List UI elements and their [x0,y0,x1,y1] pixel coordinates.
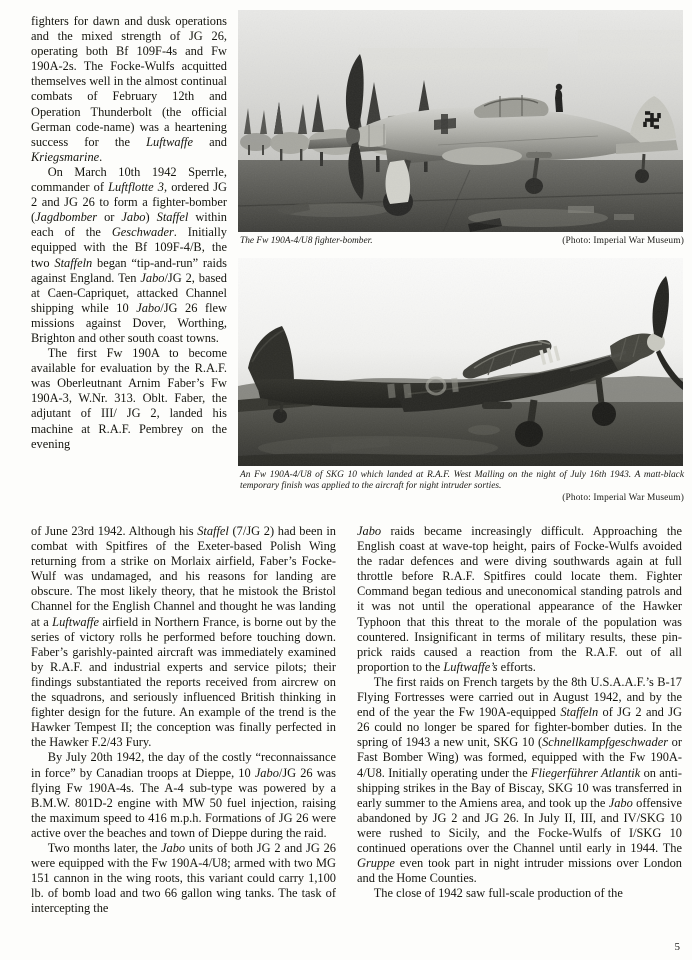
photo-fw190-skg10 [238,258,683,466]
right-text-column [357,524,682,901]
caption-one-text: The Fw 190A-4/U8 fighter-bomber. [240,236,373,246]
paragraph: By July 20th 1942, the day of the costly “reconnaissance in force” by Canadian troops at Dieppe, 10 Jabo/JG 26 was flying Fw 190A-4s. The A-4 sub-type was powered by a B.M.W. 801D-2 engine with MW 50 fuel injection, raising the maximum speed to 416 m.p.h. Formations of JG 26 were active over the beaches and town of Dieppe during the raid. [31,750,336,840]
caption-one-credit: (Photo: Imperial War Museum) [562,236,684,246]
caption-photo-one [240,236,684,247]
paragraph: On March 10th 1942 Sperrle, commander of Luftflotte 3, ordered JG 2 and JG 26 to form a fighter-bomber (Jagdbomber or Jabo) Staffel within each of the Geschwader. Initially equipped with the Bf 109F-4/B, the two Staffeln began “tip-and-run” raids against England. Ten Jabo/JG 2, based at Caen-Capriquet, attacked Channel shipping while 10 Jabo/JG 26 flew missions against Dover, Worthing, Brighton and other south coast towns. [31,164,228,345]
paragraph: Two months later, the Jabo units of both JG 2 and JG 26 were equipped with the Fw 190A-4/U8; armed with two MG 151 cannon in the wing roots, this variant could carry 1,100 lb. of bomb load and two 66 gallon wing tanks. The task of intercepting the [31,840,336,916]
narrow-text-column [31,14,227,452]
left-text-column [31,524,336,916]
caption-two-credit: (Photo: Imperial War Museum) [562,492,684,503]
paragraph: fighters for dawn and dusk operations and the mixed strength of JG 26, operating both Bf 109F-4s and Fw 190A-2s. The Focke-Wulfs acquitted themselves well in the almost continual combats of February 12th and Operation Thunderbolt (the official German code-name) was a heartening success for the Luftwaffe and Kriegsmarine. [31,14,227,164]
photo-fw190-lineup [238,10,683,232]
paragraph: of June 23rd 1942. Although his Staffel (7/JG 2) had been in combat with Spitfires of the Exeter-based Polish Wing returning from a strike on Morlaix airfield, Faber’s Focke-Wulf was undamaged, and his reasons for landing are obscure. The most likely theory, that he mistook the Bristol Channel for the English Channel and thought he was landing at a Luftwaffe airfield in Northern France, is borne out by the series of victory rolls he performed before touching down. Faber’s garishly-painted aircraft was immediately examined by R.A.F. and industrial experts and service pilots; their findings substantiated the reports received from aircrew on the squadrons, and seriously influenced British thinking in fighter design for the future. An example of the trend is the Hawker Tempest II; the conception was finally perfected in the Hawker F.2/43 Fury. [31,524,337,750]
page-number: 5 [674,941,680,953]
paragraph: The first Fw 190A to become available for evaluation by the R.A.F. was Oberleutnant Arnim Faber’s Fw 190A-3, W.Nr. 313. Oblt. Faber, the adjutant of III/ JG 2, landed his machine at R.A.F. Pembrey on the evening [31,346,227,451]
photo-fw190-lineup-graphic [238,10,683,232]
paragraph: Jabo raids became increasingly difficult. Approaching the English coast at wave-top height, pairs of Focke-Wulfs avoided the radar defences and were diving southwards again at full throttle before R.A.F. Spitfires could locate them. Fighter Command began tedious and uneconomical standing patrols and it was not until the operational appearance of the Hawker Typhoon that this threat to the morale of the population was countered. Insignificant in terms of military results, these pin-prick raids caused a reaction from the R.A.F. out of all proportion to the Luftwaffe’s efforts. [357,524,682,674]
paragraph: The close of 1942 saw full-scale production of the [373,886,623,901]
paragraph: The first raids on French targets by the 8th U.S.A.A.F.’s B-17 Flying Fortresses were carried out in August 1942, and by the end of the year the Fw 190A-equipped Staffeln of JG 2 and JG 26 could no longer be spared for fighter-bomber duties. In the spring of 1943 a new unit, SKG 10 (Schnellkampfgeschwader or Fast Bomber Wing) was formed, equipped with the Fw 190A-4/U8. Initially operating under the Fliegerführer Atlantik on anti-shipping strikes in the Bay of Biscay, SKG 10 was transferred in early summer to the Amiens area, and took up the Jabo offensive abandoned by JG 2 and JG 26. In July II, III, and IV/SKG 10 were rushed to Sicily, and the Focke-Wulfs of I/SKG 10 continued operations over the Channel until early in 1944. The Gruppe even took part in night intruder missions over London and the Home Counties. [357,674,682,886]
caption-two-text: An Fw 190A-4/U8 of SKG 10 which landed at R.A.F. West Malling on the night of July 16th 1943. A matt-black temporary finish was applied to the aircraft for night intruder sorties. [240,470,684,492]
caption-photo-two [240,470,684,504]
photo-fw190-skg10-graphic [238,258,683,466]
